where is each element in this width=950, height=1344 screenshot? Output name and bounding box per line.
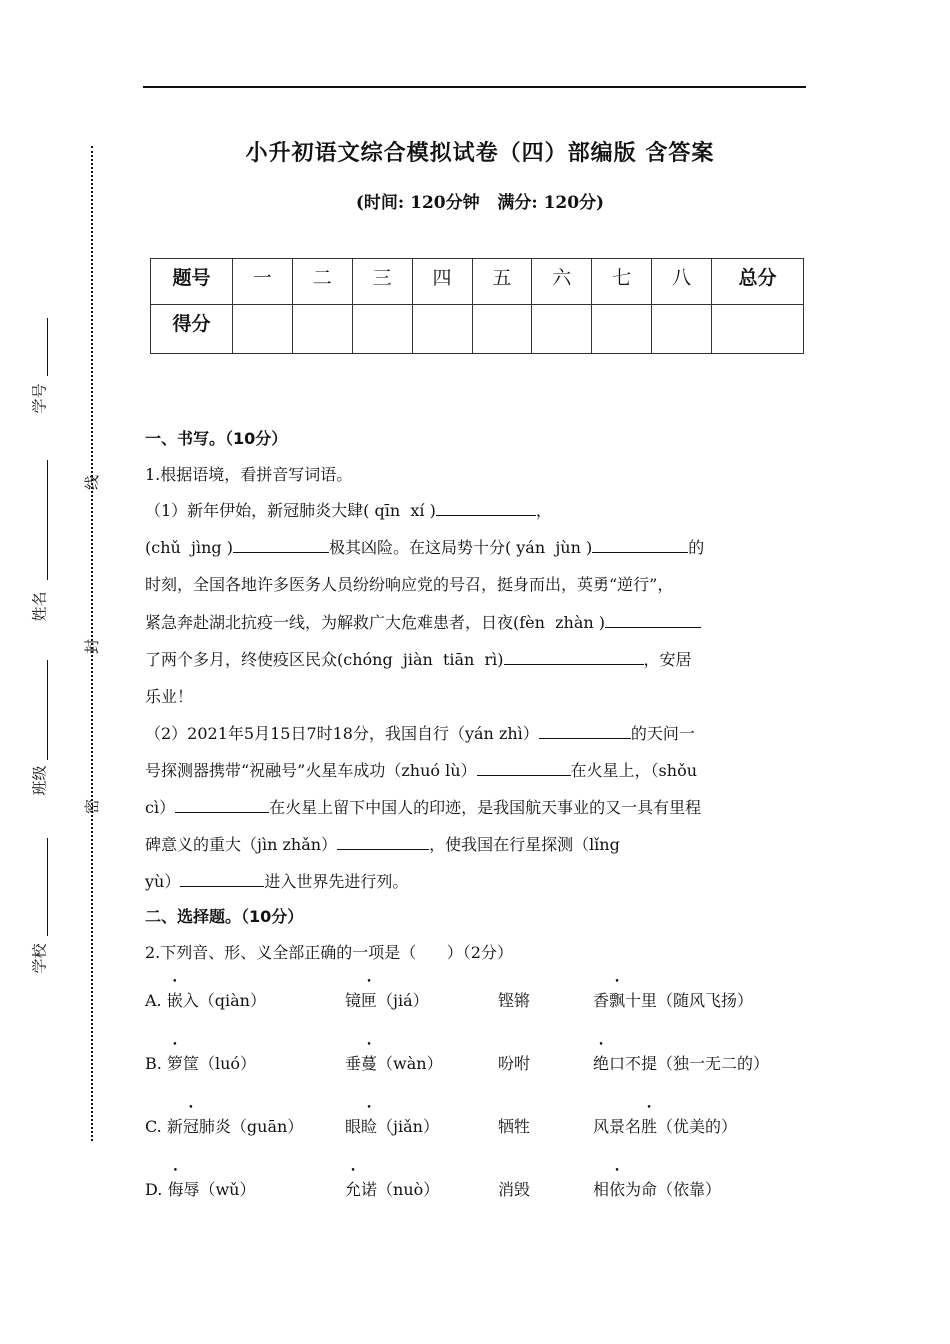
option-text: （jiá） xyxy=(377,991,429,1010)
option-text: 肺炎（guān） xyxy=(198,1117,304,1136)
cell-q8: 八 xyxy=(652,259,712,305)
option-d[interactable] xyxy=(145,1177,255,1200)
blank-school[interactable] xyxy=(47,838,49,936)
passage-line-1 xyxy=(145,498,552,521)
option-text: 辱（wǔ） xyxy=(183,1180,256,1199)
option-text: （wàn） xyxy=(377,1054,443,1073)
option-text: 为命（依靠） xyxy=(625,1180,722,1199)
dotted-character: 冠 xyxy=(182,1117,199,1136)
dotted-character: 胜 xyxy=(641,1117,658,1136)
option-label: C. xyxy=(145,1117,162,1136)
label-name: 姓名 xyxy=(30,591,49,622)
option-a[interactable] xyxy=(145,988,266,1011)
answer-blank[interactable] xyxy=(175,798,269,813)
passage-line-11 xyxy=(145,869,408,892)
section-1-heading: 一、书写。（10分） xyxy=(145,429,288,448)
cell-q4: 四 xyxy=(412,259,472,305)
passage-line-7 xyxy=(145,721,695,744)
passage-text: cì） xyxy=(145,798,176,817)
option-c[interactable] xyxy=(145,1114,303,1137)
cell-q6: 六 xyxy=(532,259,592,305)
score-input-q4[interactable] xyxy=(412,305,472,354)
passage-line-9 xyxy=(145,795,701,818)
score-input-total[interactable] xyxy=(712,305,804,354)
option-text: （jiǎn） xyxy=(377,1117,439,1136)
passage-text: ，使我国在行星探测（lǐng xyxy=(429,835,620,854)
dotted-character: 侮 xyxy=(167,1180,184,1199)
dotted-character: 匣 xyxy=(361,991,378,1010)
score-input-q5[interactable] xyxy=(472,305,532,354)
score-table-header-row xyxy=(151,259,804,305)
option-c-word-4 xyxy=(593,1114,737,1137)
passage-text: (chǔ jìng ) xyxy=(145,538,233,557)
dotted-character: 飘 xyxy=(609,991,626,1010)
score-input-q7[interactable] xyxy=(592,305,652,354)
option-b-word-3: 吩咐 xyxy=(498,1054,531,1073)
option-text: 镜 xyxy=(345,991,362,1010)
cell-q2: 二 xyxy=(292,259,352,305)
passage-text: 在火星上，（shǒu xyxy=(570,761,698,780)
blank-name[interactable] xyxy=(47,460,49,580)
option-a-word-2 xyxy=(345,988,429,1011)
option-text: 口不提（独一无二的） xyxy=(609,1054,770,1073)
cell-question-number: 题号 xyxy=(151,259,233,305)
answer-blank[interactable] xyxy=(605,613,701,628)
dotted-character: 嵌 xyxy=(166,991,183,1010)
answer-blank[interactable] xyxy=(337,835,429,850)
score-input-q6[interactable] xyxy=(532,305,592,354)
answer-blank[interactable] xyxy=(592,538,688,553)
score-input-q1[interactable] xyxy=(233,305,293,354)
passage-line-3: 时刻，全国各地许多医务人员纷纷响应党的号召，挺身而出，英勇“逆行”， xyxy=(145,575,674,594)
passage-text: 的天问一 xyxy=(630,724,695,743)
option-text: （优美的） xyxy=(657,1117,738,1136)
option-text: 筐（luó） xyxy=(182,1054,257,1073)
passage-text: ， xyxy=(535,501,552,520)
option-text: 垂 xyxy=(345,1054,362,1073)
passage-text: （1）新年伊始，新冠肺炎大肆( qīn xí ) xyxy=(145,501,436,520)
cell-q5: 五 xyxy=(472,259,532,305)
option-text: 香 xyxy=(593,991,610,1010)
dotted-character: 依 xyxy=(609,1180,626,1199)
score-table-score-row xyxy=(151,305,804,354)
cell-total: 总分 xyxy=(712,259,804,305)
passage-line-4 xyxy=(145,610,701,633)
passage-text: 紧急奔赴湖北抗疫一线，为解救广大危难患者，日夜(fèn zhàn ) xyxy=(145,613,606,632)
passage-text: 进入世界先进行列。 xyxy=(264,872,409,891)
label-secret-mark: 密 xyxy=(83,798,102,815)
option-b-word-4 xyxy=(593,1051,769,1074)
dotted-character: 绝 xyxy=(593,1054,610,1073)
option-a-word-3: 铿锵 xyxy=(498,991,531,1010)
section-2-heading: 二、选择题。（10分） xyxy=(145,907,304,926)
page-title: 小升初语文综合模拟试卷（四）部编版 含答案 xyxy=(245,141,715,166)
header-rule xyxy=(143,86,806,88)
blank-student-id[interactable] xyxy=(47,318,49,376)
dotted-character: 睑 xyxy=(361,1117,378,1136)
passage-line-10 xyxy=(145,832,620,855)
dotted-character: 箩 xyxy=(166,1054,183,1073)
option-text: 风景名 xyxy=(593,1117,642,1136)
cell-q7: 七 xyxy=(592,259,652,305)
label-school: 学校 xyxy=(30,943,49,974)
option-text: 入（qiàn） xyxy=(182,991,266,1010)
answer-blank[interactable] xyxy=(539,724,631,739)
passage-text: 碑意义的重大（jìn zhǎn） xyxy=(145,835,338,854)
blank-class[interactable] xyxy=(47,660,49,760)
option-text: 眼 xyxy=(345,1117,362,1136)
cell-q3: 三 xyxy=(352,259,412,305)
label-student-id: 学号 xyxy=(30,383,49,414)
answer-blank[interactable] xyxy=(233,538,329,553)
option-label: B. xyxy=(145,1054,162,1073)
option-label: D. xyxy=(145,1180,163,1199)
dotted-character: 允 xyxy=(345,1180,362,1199)
option-d-word-2 xyxy=(345,1177,439,1200)
passage-text: 了两个多月，终使疫区民众(chóng jiàn tiān rì) xyxy=(145,650,504,669)
exam-time-and-score: (时间: 120分钟 满分: 120分) xyxy=(355,193,605,213)
option-d-word-4 xyxy=(593,1177,721,1200)
score-input-q3[interactable] xyxy=(352,305,412,354)
passage-text: 极其凶险。在这局势十分( yán jùn ) xyxy=(328,538,593,557)
passage-text: 在火星上留下中国人的印迹，是我国航天事业的又一具有里程 xyxy=(269,798,702,817)
answer-blank[interactable] xyxy=(436,501,536,516)
passage-text: （2）2021年5月15日7时18分，我国自行（yán zhì） xyxy=(145,724,539,743)
answer-blank[interactable] xyxy=(180,872,264,887)
option-c-word-3: 牺牲 xyxy=(498,1117,531,1136)
option-text: 十里（随风飞扬） xyxy=(625,991,754,1010)
option-b[interactable] xyxy=(145,1051,256,1074)
question-2-stem: 2.下列音、形、义全部正确的一项是（ ）（2分） xyxy=(145,943,513,962)
option-text: 新 xyxy=(166,1117,183,1136)
option-b-word-2 xyxy=(345,1051,443,1074)
option-d-word-3: 消毁 xyxy=(498,1180,531,1199)
passage-text: ，安居 xyxy=(643,650,692,669)
passage-text: yù） xyxy=(145,872,181,891)
passage-text: 号探测器携带“祝融号”火星车成功（zhuó lù） xyxy=(145,761,477,780)
option-text: 相 xyxy=(593,1180,610,1199)
label-seal-mark: 封 xyxy=(83,638,102,655)
label-line-mark: 线 xyxy=(83,474,102,491)
option-c-word-2 xyxy=(345,1114,439,1137)
answer-blank[interactable] xyxy=(477,761,571,776)
answer-blank[interactable] xyxy=(504,650,644,665)
passage-line-2 xyxy=(145,535,704,558)
passage-line-5 xyxy=(145,647,692,670)
question-1-stem: 1.根据语境，看拼音写词语。 xyxy=(145,465,353,484)
score-input-q8[interactable] xyxy=(652,305,712,354)
score-input-q2[interactable] xyxy=(292,305,352,354)
passage-line-6: 乐业！ xyxy=(145,687,194,706)
option-label: A. xyxy=(145,991,162,1010)
cell-score-label: 得分 xyxy=(151,305,233,354)
option-a-word-4 xyxy=(593,988,753,1011)
label-class: 班级 xyxy=(30,765,49,796)
passage-line-8 xyxy=(145,758,697,781)
cell-q1: 一 xyxy=(233,259,293,305)
passage-text: 的 xyxy=(688,538,705,557)
option-text: 诺（nuò） xyxy=(361,1180,440,1199)
dotted-character: 蔓 xyxy=(361,1054,378,1073)
score-table xyxy=(150,258,804,354)
